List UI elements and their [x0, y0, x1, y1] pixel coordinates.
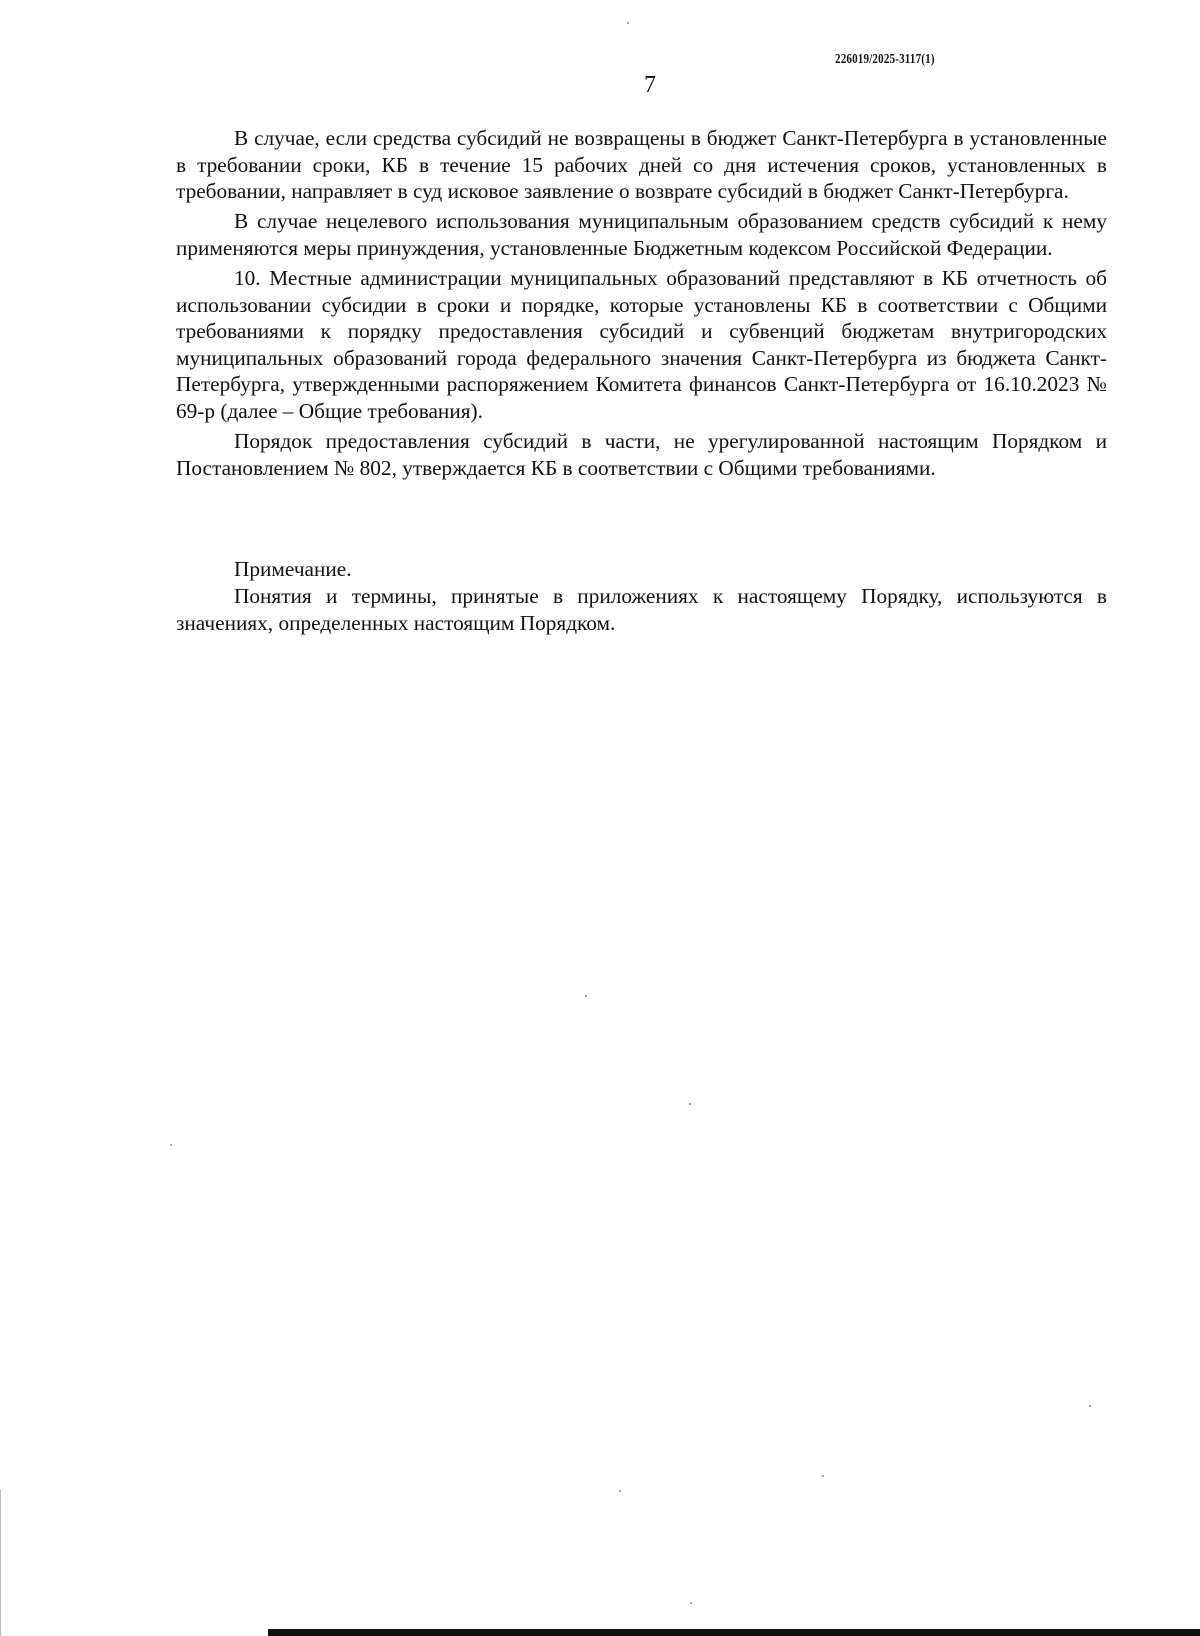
paragraph-misuse-measures: В случае нецелевого использования муниципальным образованием средств субсидий к нему применяются меры принуждения, установленные Бюджетным кодексом Российской Федерации.	[176, 209, 1107, 260]
page-number: 7	[644, 72, 656, 98]
document-registration-number: 226019/2025-3117(1)	[835, 51, 935, 66]
scan-speck	[627, 22, 629, 24]
scan-speck	[689, 1103, 691, 1105]
document-body	[176, 125, 1107, 481]
scan-edge-line	[0, 1490, 1, 1636]
scan-bottom-edge	[268, 1629, 1200, 1636]
scan-speck	[822, 1475, 824, 1477]
note-text: Понятия и термины, принятые в приложениях к настоящему Порядку, используются в значениях, определенных настоящим Порядком.	[176, 584, 1107, 635]
scan-speck	[170, 1144, 172, 1146]
scan-speck	[619, 1490, 621, 1492]
scan-speck	[690, 1602, 692, 1604]
note-heading: Примечание.	[234, 557, 352, 581]
paragraph-procedure: Порядок предоставления субсидий в части, не урегулированной настоящим Порядком и Постановлением № 802, утверждается КБ в соответствии с Общими требованиями.	[176, 429, 1107, 480]
note-section	[176, 556, 1107, 637]
paragraph-refund-deadline: В случае, если средства субсидий не возвращены в бюджет Санкт-Петербурга в установленные в требовании сроки, КБ в течение 15 рабочих дней со дня истечения сроков, установленных в требовании, направляет в суд исковое заявление о возврате субсидий в бюджет Санкт-Петербурга.	[176, 126, 1107, 204]
scan-speck	[585, 995, 587, 997]
paragraph-reporting: 10. Местные администрации муниципальных образований представляют в КБ отчетность об использовании субсидии в сроки и порядке, которые установлены КБ в соответствии с Общими требованиями к порядку предоставления субсидий и субвенций бюджетам внутригородских муниципальных образований города федерального значения Санкт-Петербурга из бюджета Санкт-Петербурга, утвержденными распоряжением Комитета финансов Санкт-Петербурга от 16.10.2023 № 69-р (далее – Общие требования).	[176, 265, 1107, 423]
scan-speck	[1089, 1405, 1091, 1407]
